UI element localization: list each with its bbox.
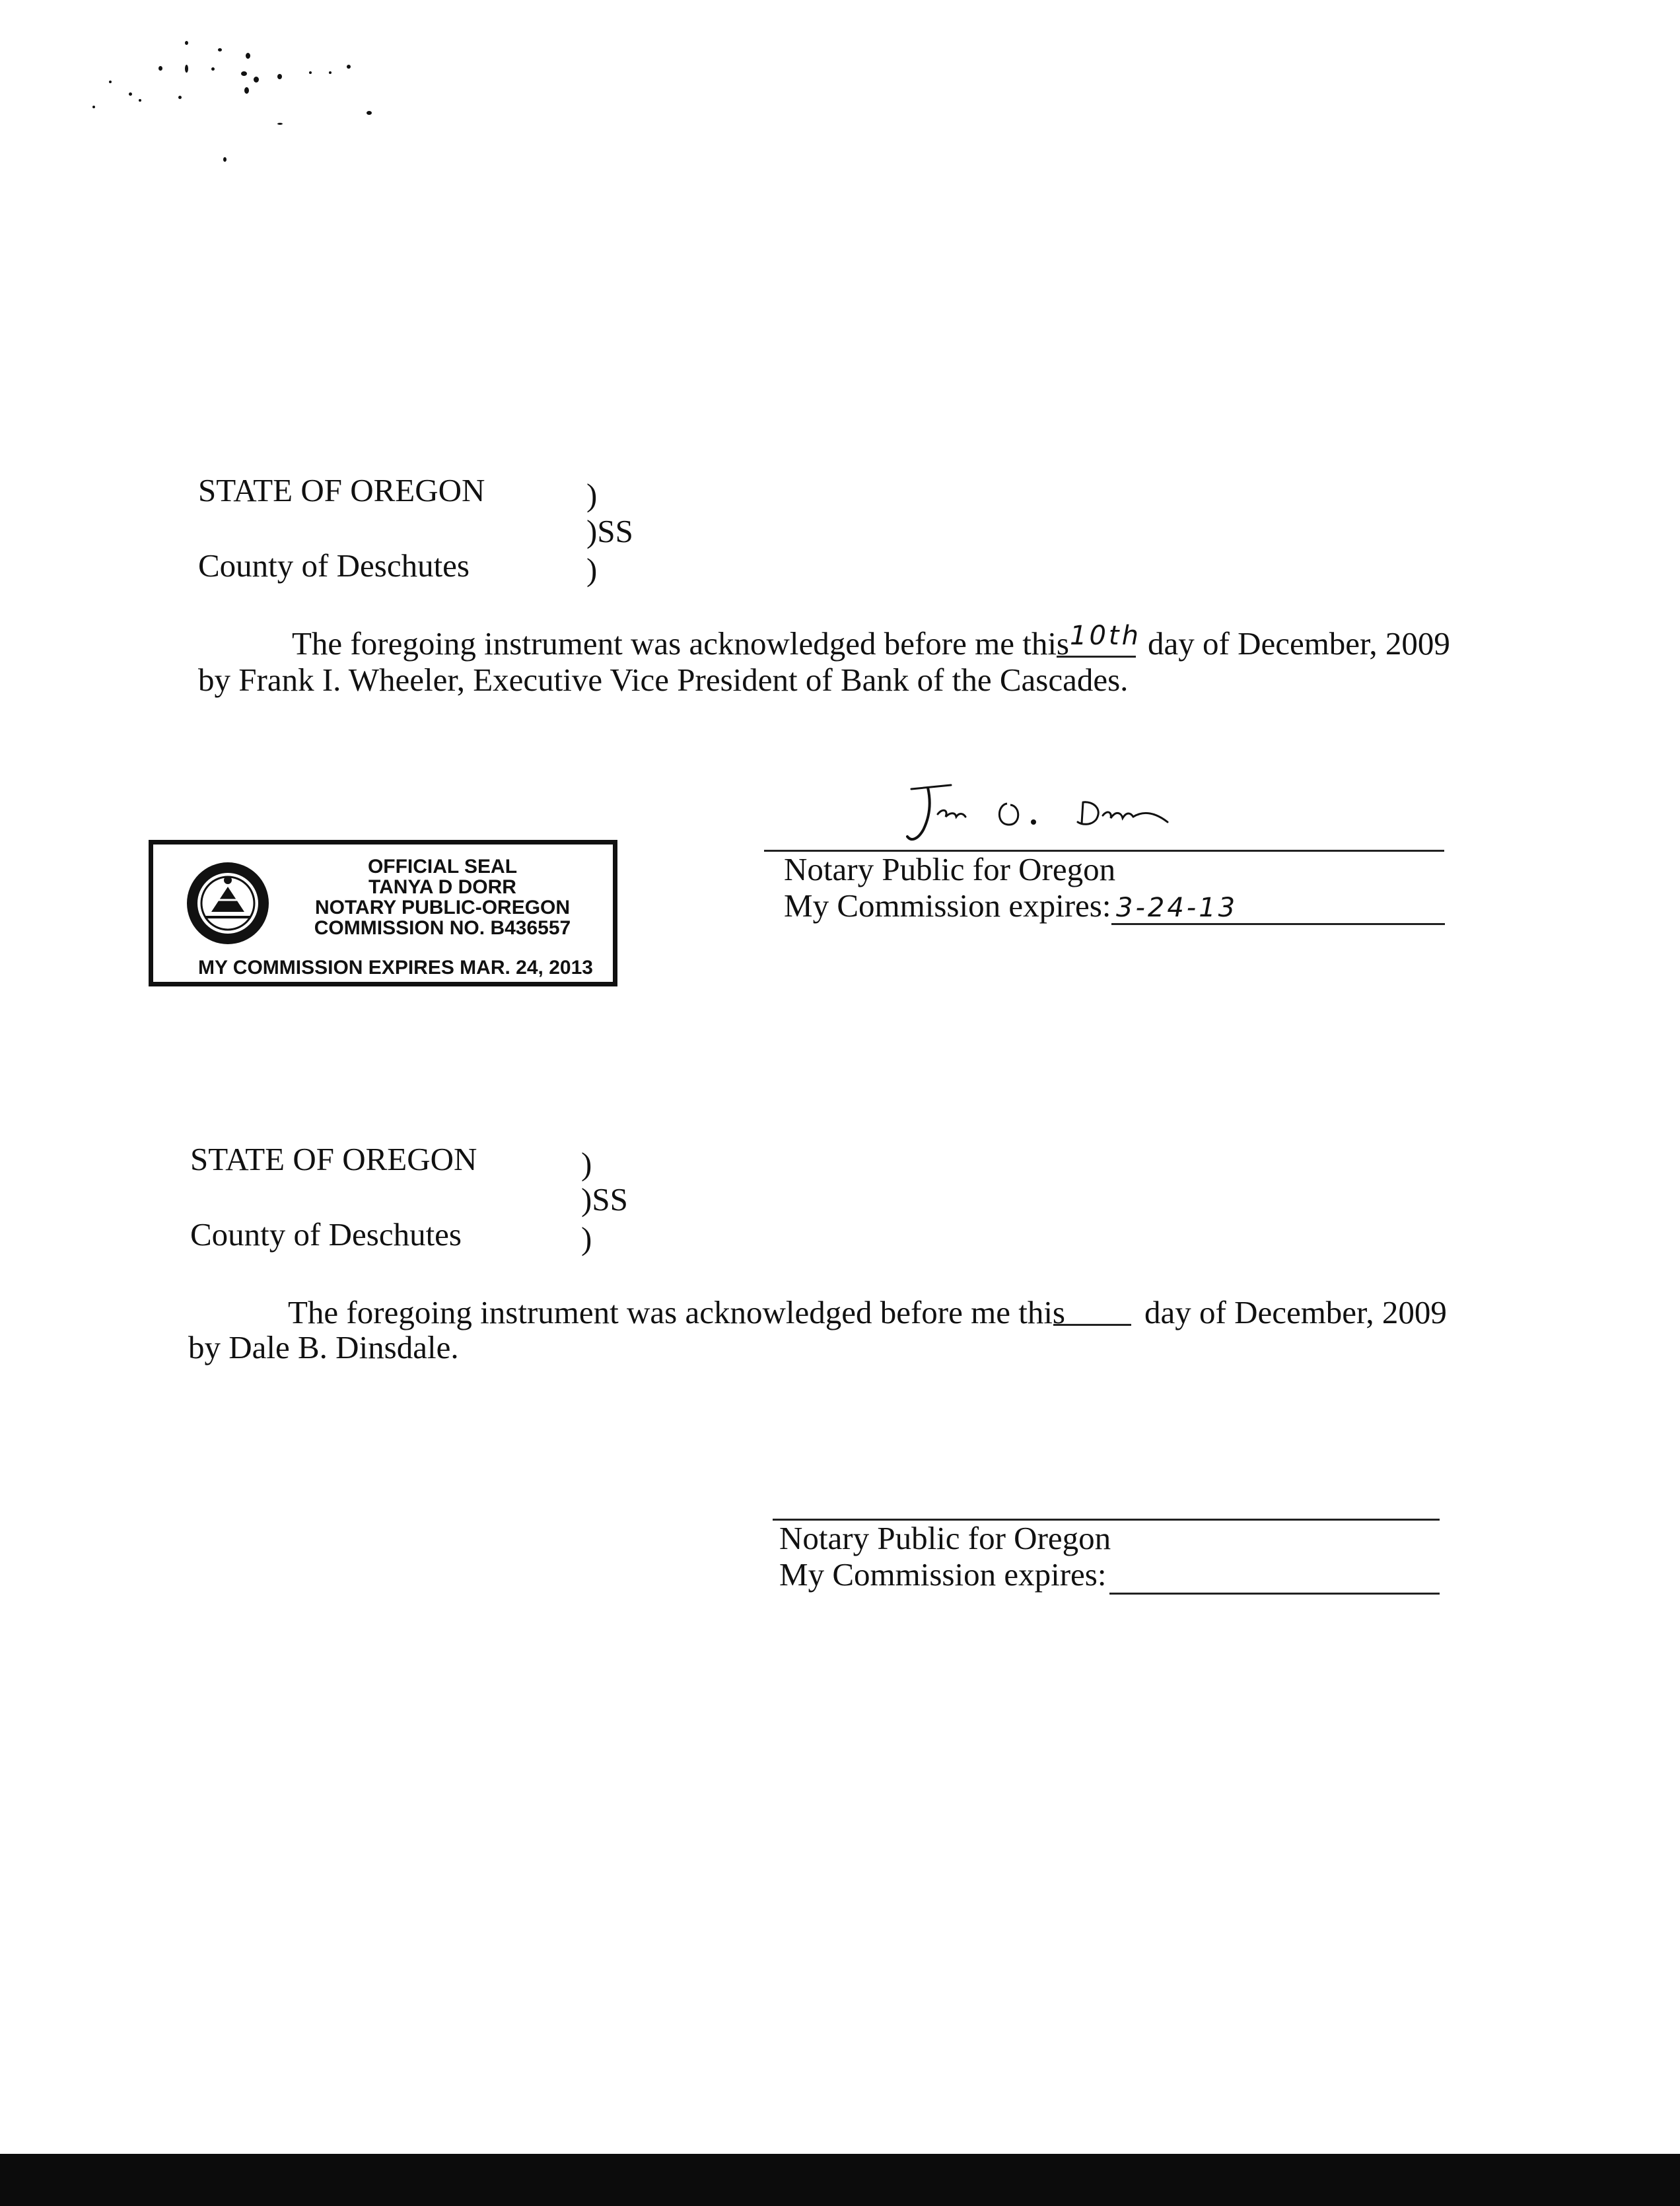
notary-label: Notary Public for Oregon <box>784 851 1116 887</box>
seal-title: OFFICIAL SEAL <box>367 856 518 878</box>
official-seal-stamp <box>149 840 617 986</box>
state-heading: STATE OF OREGON <box>198 472 485 508</box>
venue-bracket-bottom-2: ) <box>581 1220 592 1257</box>
acknowledgment-line-1: The foregoing instrument was acknowledged before me this <box>292 625 1070 662</box>
venue-bracket-top-2: ) <box>581 1146 592 1182</box>
commission-date-handwritten: 3-24-13 <box>1116 893 1238 923</box>
ss-marker-2: )SS <box>581 1181 628 1218</box>
state-heading-2: STATE OF OREGON <box>190 1141 477 1177</box>
county-heading: County of Deschutes <box>198 547 470 584</box>
acknowledgment-line-2-b: by Dale B. Dinsdale. <box>188 1329 459 1365</box>
commission-date-line <box>1111 923 1445 925</box>
acknowledgment-line-2: by Frank I. Wheeler, Executive Vice President of Bank of the Cascades. <box>198 662 1129 698</box>
notary-signature <box>885 776 1195 848</box>
venue-bracket-top: ) <box>586 477 598 513</box>
day-blank-line-2 <box>1053 1324 1131 1326</box>
acknowledgment-line-1-b-end: day of December, 2009 <box>1144 1294 1447 1330</box>
acknowledgment-line-1-end: day of December, 2009 <box>1148 625 1450 662</box>
venue-bracket-bottom: ) <box>586 551 598 588</box>
day-handwritten: 10th <box>1070 621 1141 651</box>
commission-label-2: My Commission expires: <box>779 1556 1107 1593</box>
seal-commission-expiry: MY COMMISSION EXPIRES MAR. 24, 2013 <box>198 957 593 979</box>
seal-notary-name: TANYA D DORR <box>368 876 516 898</box>
notary-label-2: Notary Public for Oregon <box>779 1520 1111 1556</box>
scan-bottom-edge <box>0 2154 1680 2206</box>
commission-date-line-2 <box>1109 1593 1440 1595</box>
day-blank-line <box>1057 656 1136 658</box>
commission-label: My Commission expires: <box>784 887 1111 924</box>
seal-notary-state: NOTARY PUBLIC-OREGON <box>314 897 571 918</box>
county-heading-2: County of Deschutes <box>190 1216 462 1253</box>
acknowledgment-line-1-b: The foregoing instrument was acknowledged before me this <box>288 1294 1066 1330</box>
state-seal-emblem-icon <box>185 860 271 946</box>
seal-commission-number: COMMISSION NO. B436557 <box>314 917 571 939</box>
ss-marker: )SS <box>586 513 633 549</box>
